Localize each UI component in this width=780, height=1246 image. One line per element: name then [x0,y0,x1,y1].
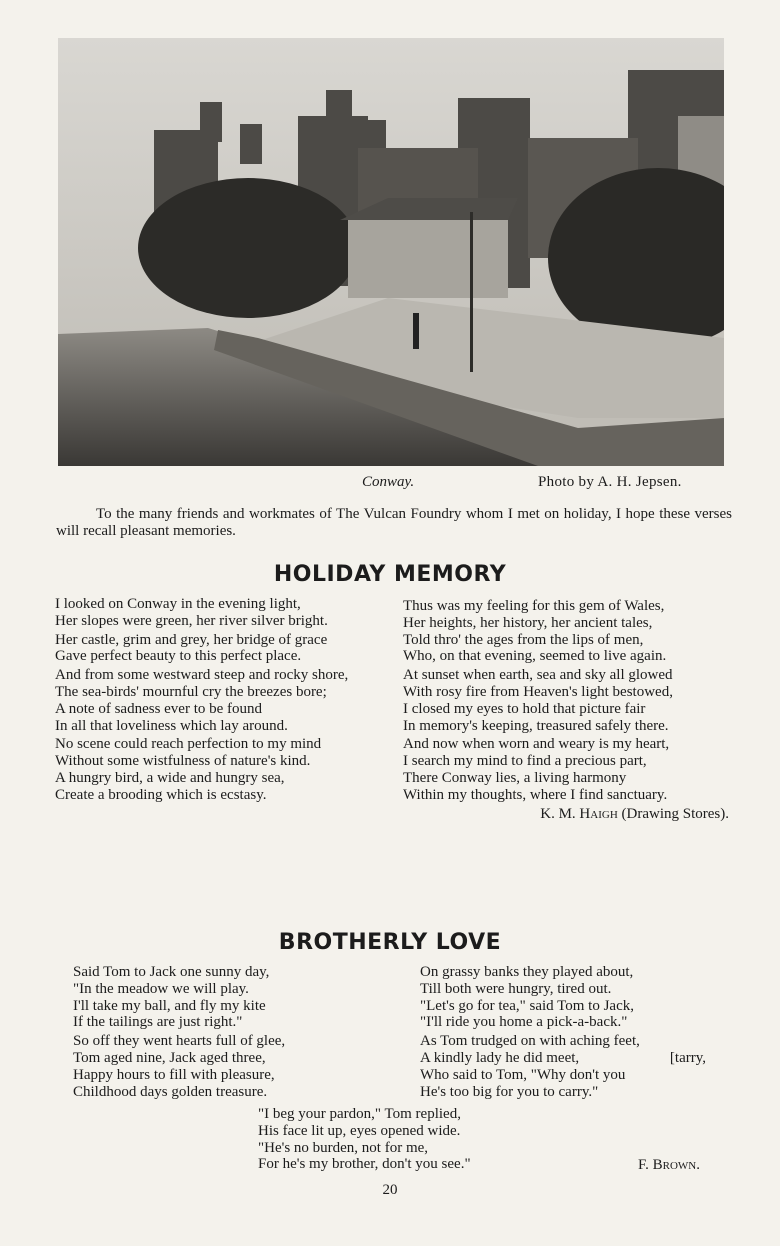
poem-line: I looked on Conway in the evening light, [55,596,301,612]
poem-title-brotherly-love: BROTHERLY LOVE [278,930,502,955]
poem-line: If the tailings are just right." [73,1014,243,1031]
poem-line: The sea-birds' mournful cry the breezes bore; [55,683,327,700]
poem-line: No scene could reach perfection to my mind [55,736,322,753]
poem-line: Who said to Tom, "Why don't you [420,1066,626,1083]
brotherly-love-right-column [420,964,720,1102]
poem-line: Within my thoughts, where I find sanctuary. [403,786,668,803]
poem-line: At sunset when earth, sea and sky all glowed [403,667,673,684]
author-name: K. M. Haigh [540,805,618,822]
poem-line: Happy hours to fill with pleasure, [73,1066,275,1083]
poem-line: Told thro' the ages from the lips of men, [403,631,644,648]
poem-line: His face lit up, eyes opened wide. [258,1122,461,1139]
poem-line: I search my mind to find a precious part, [403,753,647,770]
brotherly-love-left-column [73,964,393,1102]
poem-line: On grassy banks they played about, [420,964,634,980]
poem-line: As Tom trudged on with aching feet, [420,1033,640,1050]
poem-line: Who, on that evening, seemed to live again. [403,648,667,665]
brotherly-love-center-stanza [258,1106,558,1173]
stanza [55,667,381,734]
poem-line: Till both were hungry, tired out. [420,980,612,997]
poem-line-text: A kindly lady he did meet, [420,1049,580,1066]
poem-line: Tom aged nine, Jack aged three, [73,1049,266,1066]
poem-line: Thus was my feeling for this gem of Wales, [403,598,665,614]
poem-line: So off they went hearts full of glee, [73,1033,286,1050]
stanza [55,632,381,666]
stanza [55,596,381,630]
poem-line: "Let's go for tea," said Tom to Jack, [420,997,634,1014]
poem-line: Without some wistfulness of nature's kind. [55,753,311,770]
poem-line: He's too big for you to carry." [420,1083,599,1100]
stanza [420,1033,720,1100]
poem-line: "I'll ride you home a pick-a-back." [420,1014,628,1031]
stanza [403,598,729,665]
stanza [403,667,729,734]
poem-line: And now when worn and weary is my heart, [403,736,670,753]
conway-castle-photo [58,38,724,466]
poem-line: Create a brooding which is ecstasy. [55,786,267,803]
photo-caption: Conway. [362,474,415,490]
poem-line: For he's my brother, don't you see." [258,1156,471,1173]
poem-author [403,806,729,823]
poem-title-holiday-memory: HOLIDAY MEMORY [273,562,507,587]
poem-line: Her heights, her history, her ancient tales, [403,614,653,631]
photo-credit: Photo by A. H. Jepsen. [538,474,682,490]
intro-paragraph: To the many friends and workmates of The Vulcan Foundry whom I met on holiday, I hope these verses will recall pleasant memories. [56,506,732,539]
author-department: (Drawing Stores). [621,805,729,822]
castle-image [58,38,724,466]
poem-author: F. Brown. [638,1157,701,1173]
stanza [420,964,720,1031]
page-number: 20 [382,1182,398,1198]
poem-line: I closed my eyes to hold that picture fair [403,700,646,717]
carry-over-word: [tarry, [669,1049,706,1066]
stanza [73,1033,393,1100]
stanza [73,964,393,1031]
poem-line: Said Tom to Jack one sunny day, [73,964,270,980]
poem-line: A note of sadness ever to be found [55,700,263,717]
poem-line: "I beg your pardon," Tom replied, [258,1106,461,1122]
stanza [55,736,381,803]
poem-line: Her castle, grim and grey, her bridge of grace [55,631,328,648]
stanza [403,736,729,803]
poem-line: With rosy fire from Heaven's light bestowed, [403,683,673,700]
holiday-memory-left-column [55,596,381,806]
poem-line: Her slopes were green, her river silver bright. [55,612,328,629]
poem-line: There Conway lies, a living harmony [403,769,627,786]
poem-line: Gave perfect beauty to this perfect place. [55,648,302,665]
poem-line: In all that loveliness which lay around. [55,717,288,734]
poem-line: "He's no burden, not for me, [258,1139,429,1156]
poem-line: And from some westward steep and rocky shore, [55,667,349,684]
poem-line: In memory's keeping, treasured safely there. [403,717,669,734]
poem-line: "In the meadow we will play. [73,980,249,997]
holiday-memory-right-column [403,598,729,822]
poem-line [420,1050,720,1067]
poem-line: A hungry bird, a wide and hungry sea, [55,769,285,786]
poem-line: I'll take my ball, and fly my kite [73,997,266,1014]
poem-line: Childhood days golden treasure. [73,1083,268,1100]
